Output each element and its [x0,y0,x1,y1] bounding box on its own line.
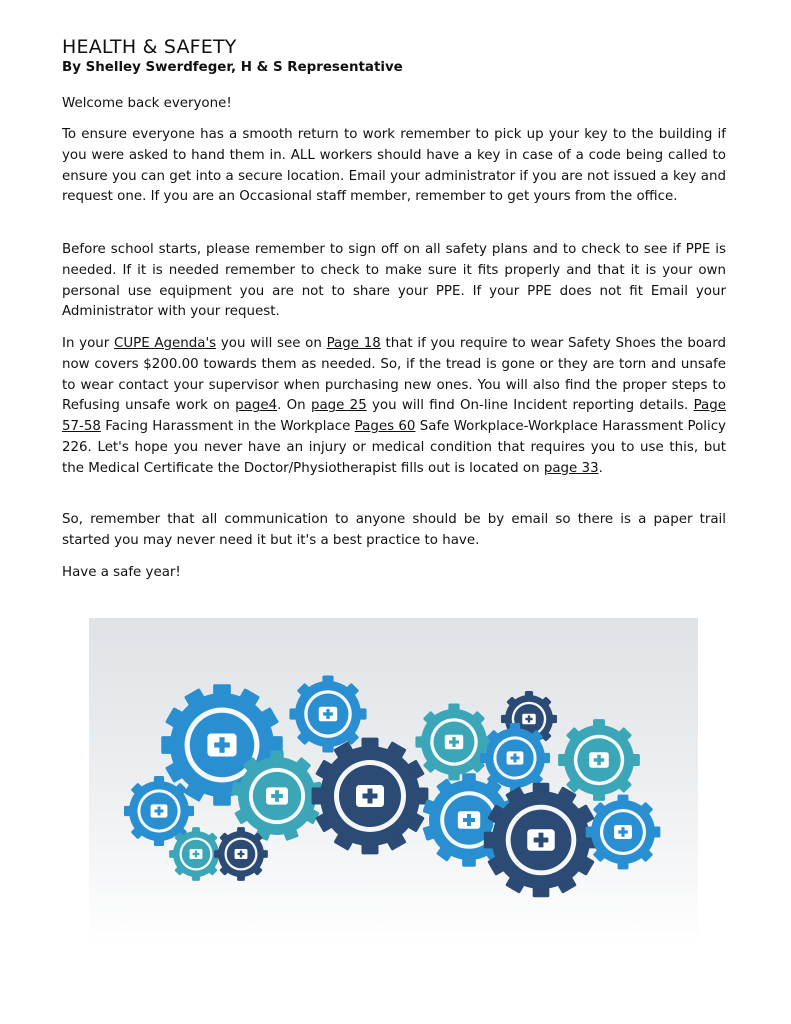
gear-heartbeat-icon [289,675,366,752]
byline: By Shelley Swerdfeger, H & S Representative [62,60,403,75]
gear-microscope-icon [415,703,492,780]
page-57-58-link[interactable]: Page 57-58 [62,398,726,435]
text-run: . On [277,398,311,414]
text-run: . [598,460,603,476]
cupe-agenda-paragraph [62,334,726,480]
pages-60-link[interactable]: Pages 60 [354,419,416,435]
text-run: you will find On-line Incident reporting details. [366,398,694,414]
text-run: Safe Workplace-Workplace Harassment Policy 226. Let's hope you never have an injury or medical condition that requires you to use this, but the Medical Certificate the Doctor/Physiotherapist fills out is located on [62,419,726,476]
key-return-paragraph: To ensure everyone has a smooth return to work remember to pick up your key to the building if you were asked to hand them in. ALL workers should have a key in case of a code being called to ensure you can get into a secure location. Email your administrator if you are not issued a key and request one. If you are an Occasional staff member, remember to get yours from the office. [62,127,726,205]
text-run: In your [62,336,114,351]
text-run: you will see on [216,336,327,351]
text-run: Facing Harassment in the Workplace [100,419,355,435]
cupe-agenda-link[interactable]: CUPE Agenda's [113,336,217,351]
page-25-link[interactable]: page 25 [310,398,367,414]
ppe-paragraph: Before school starts, please remember to sign off on all safety plans and to check to see if PPE is needed. If it is needed remember to check to make sure it fits properly and that it is your own personal use equipment you are not to share your PPE. If your PPE does not fit Email your Administrator with your request. [62,242,726,320]
page-title: HEALTH & SAFETY [62,36,237,58]
gear-caduceus-icon [558,719,640,801]
closing-paragraph: Have a safe year! [62,565,181,580]
gear-wheelchair-icon [586,795,661,870]
text-run: that if you require to wear Safety Shoes the board now covers $200.00 towards them as needed. So, if the tread is gone or they are torn and unsafe to wear contact your supervisor when purchasing new ones. You will also find the proper steps to Refusing unsafe work on [62,336,726,414]
page-33-link[interactable]: page 33 [543,460,599,476]
greeting-paragraph: Welcome back everyone! [62,96,232,111]
email-paragraph: So, remember that all communication to anyone should be by email so there is a paper trail started you may never need it but it's a best practice to have. [62,512,726,548]
page-18-link[interactable]: Page 18 [326,336,381,351]
gear-lock-icon [214,827,268,881]
page-4-link[interactable]: page4 [235,398,278,414]
medical-gears-illustration [89,618,698,948]
